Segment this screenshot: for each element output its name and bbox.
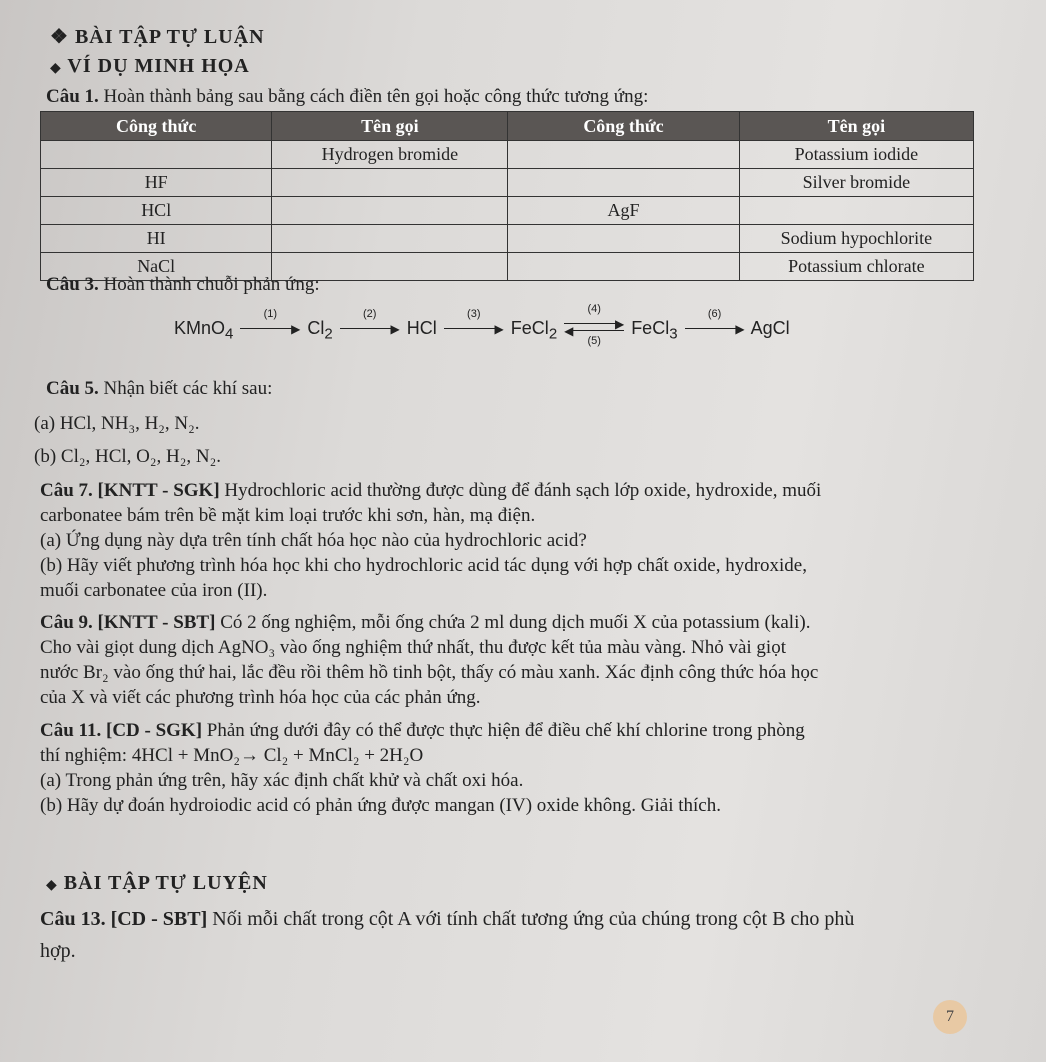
- table-row: [41, 225, 974, 253]
- question-text: của X và viết các phương trình hóa học của các phản ứng.: [40, 687, 481, 709]
- table-header: Tên gọi: [272, 112, 508, 141]
- question-label: Câu 9. [KNTT - SBT]: [40, 612, 216, 633]
- chain-species: FeCl$_2$: [510, 318, 558, 343]
- table-header: Tên gọi: [739, 112, 973, 141]
- section-title: VÍ DỤ MINH HỌA: [67, 55, 250, 77]
- section-heading-tu-luyen: [46, 872, 268, 895]
- table-cell: Potassium iodide: [739, 141, 973, 169]
- question-9: [40, 610, 1000, 710]
- question-label: Câu 7. [KNTT - SGK]: [40, 480, 220, 501]
- question-text: Hoàn thành bảng sau bằng cách điền tên gọi hoặc công thức tương ứng:: [103, 86, 649, 107]
- equilibrium-arrow-icon: (4) ▶ ◀ (5): [564, 303, 625, 348]
- right-arrow-icon: (3) ▶: [444, 324, 504, 334]
- question-7-part-a: (a) Ứng dụng này dựa trên tính chất hóa học nào của hydrochloric acid?: [40, 530, 587, 552]
- question-text: Nhận biết các khí sau:: [103, 378, 273, 399]
- table-header-row: [41, 112, 974, 141]
- table-cell: HCl: [41, 197, 272, 225]
- chain-species: HCl: [406, 318, 437, 338]
- table-cell: [508, 141, 739, 169]
- question-7: [40, 478, 1000, 603]
- question-3: [46, 272, 320, 297]
- chain-species: $Cl_2$: [307, 318, 333, 343]
- naming-table: [40, 111, 974, 281]
- table-header: Công thức: [41, 112, 272, 141]
- chain-species: KMnO$_4$: [174, 318, 234, 343]
- right-arrow-icon: (1) ▶: [240, 324, 300, 334]
- table-cell: Silver bromide: [739, 169, 973, 197]
- question-label: Câu 1.: [46, 86, 99, 107]
- question-text: nước Br₂ vào ống thứ hai, lắc đều rồi thêm hồ tinh bột, thấy có màu xanh. Xác định công thức hóa học: [40, 662, 819, 684]
- diamond-bullet-icon: ◆: [46, 878, 58, 893]
- table-cell: [508, 225, 739, 253]
- table-header: Công thức: [508, 112, 739, 141]
- table-cell: HI: [41, 225, 272, 253]
- question-11: [40, 718, 1000, 818]
- question-text: carbonatee bám trên bề mặt kim loại trước khi sơn, hàn, mạ điện.: [40, 505, 536, 527]
- table-cell: Hydrogen bromide: [272, 141, 508, 169]
- question-label: Câu 11. [CD - SGK]: [40, 720, 203, 741]
- table-cell: [508, 253, 739, 281]
- question-5: [46, 376, 272, 401]
- section-heading-tu-luan: [50, 24, 265, 49]
- table-row: [41, 169, 974, 197]
- table-cell: [739, 197, 973, 225]
- table-cell: [41, 141, 272, 169]
- question-1: [46, 84, 648, 109]
- question-text: Hydrochloric acid thường được dùng để đánh sạch lớp oxide, hydroxide, muối: [224, 480, 822, 501]
- question-text: Nối mỗi chất trong cột A với tính chất tương ứng của chúng trong cột B cho phù: [212, 908, 855, 930]
- diamond-bullet-icon: ◆: [50, 61, 62, 76]
- section-title: BÀI TẬP TỰ LUYỆN: [63, 872, 268, 894]
- table-cell: NaCl: [41, 253, 272, 281]
- section-heading-vi-du: [50, 55, 250, 78]
- table-cell: [272, 225, 508, 253]
- chain-species: AgCl: [750, 318, 790, 338]
- chain-species: FeCl$_3$: [631, 318, 678, 343]
- question-text: Phản ứng dưới đây có thể được thực hiện để điều chế khí chlorine trong phòng: [206, 720, 805, 741]
- table-cell: [272, 197, 508, 225]
- question-7-part-b: (b) Hãy viết phương trình hóa học khi cho hydrochloric acid tác dụng với hợp chất oxide, hydroxide,: [40, 555, 807, 577]
- table-cell: AgF: [508, 197, 739, 225]
- diamond-bullet-icon: ❖: [50, 26, 69, 48]
- question-11-part-a: (a) Trong phản ứng trên, hãy xác định chất khử và chất oxi hóa.: [40, 770, 524, 792]
- question-text: hợp.: [40, 940, 76, 963]
- table-cell: Sodium hypochlorite: [739, 225, 973, 253]
- table-row: [41, 141, 974, 169]
- question-5-part-b: (b) Cl₂, HCl, O₂, H₂, N₂.: [34, 446, 221, 467]
- reaction-chain: [174, 303, 790, 348]
- question-text: muối carbonatee của iron (II).: [40, 580, 268, 602]
- right-arrow-icon: (6) ▶: [685, 324, 745, 334]
- question-label: Câu 5.: [46, 378, 99, 399]
- question-text: Có 2 ống nghiệm, mỗi ống chứa 2 ml dung dịch muối X của potassium (kali).: [220, 612, 811, 633]
- question-text: Hoàn thành chuỗi phản ứng:: [103, 274, 320, 295]
- table-row: [41, 197, 974, 225]
- section-title: BÀI TẬP TỰ LUẬN: [74, 26, 265, 48]
- question-label: Câu 13. [CD - SBT]: [40, 908, 208, 930]
- question-5-part-a: (a) HCl, NH₃, H₂, N₂.: [34, 413, 200, 434]
- table-cell: HF: [41, 169, 272, 197]
- question-text: thí nghiệm: 4HCl + MnO₂→ Cl₂ + MnCl₂ + 2H₂O: [40, 745, 424, 767]
- page-number: 7: [933, 1000, 967, 1034]
- table-cell: Potassium chlorate: [739, 253, 973, 281]
- question-11-part-b: (b) Hãy dự đoán hydroiodic acid có phản ứng được mangan (IV) oxide không. Giải thích.: [40, 795, 721, 817]
- table-cell: [508, 169, 739, 197]
- right-arrow-icon: (2) ▶: [340, 324, 400, 334]
- question-label: Câu 3.: [46, 274, 99, 295]
- question-text: Cho vài giọt dung dịch AgNO₃ vào ống nghiệm thứ nhất, thu được kết tủa màu vàng. Nhỏ vài giọt: [40, 637, 786, 659]
- table-cell: [272, 169, 508, 197]
- question-13: [40, 906, 1000, 965]
